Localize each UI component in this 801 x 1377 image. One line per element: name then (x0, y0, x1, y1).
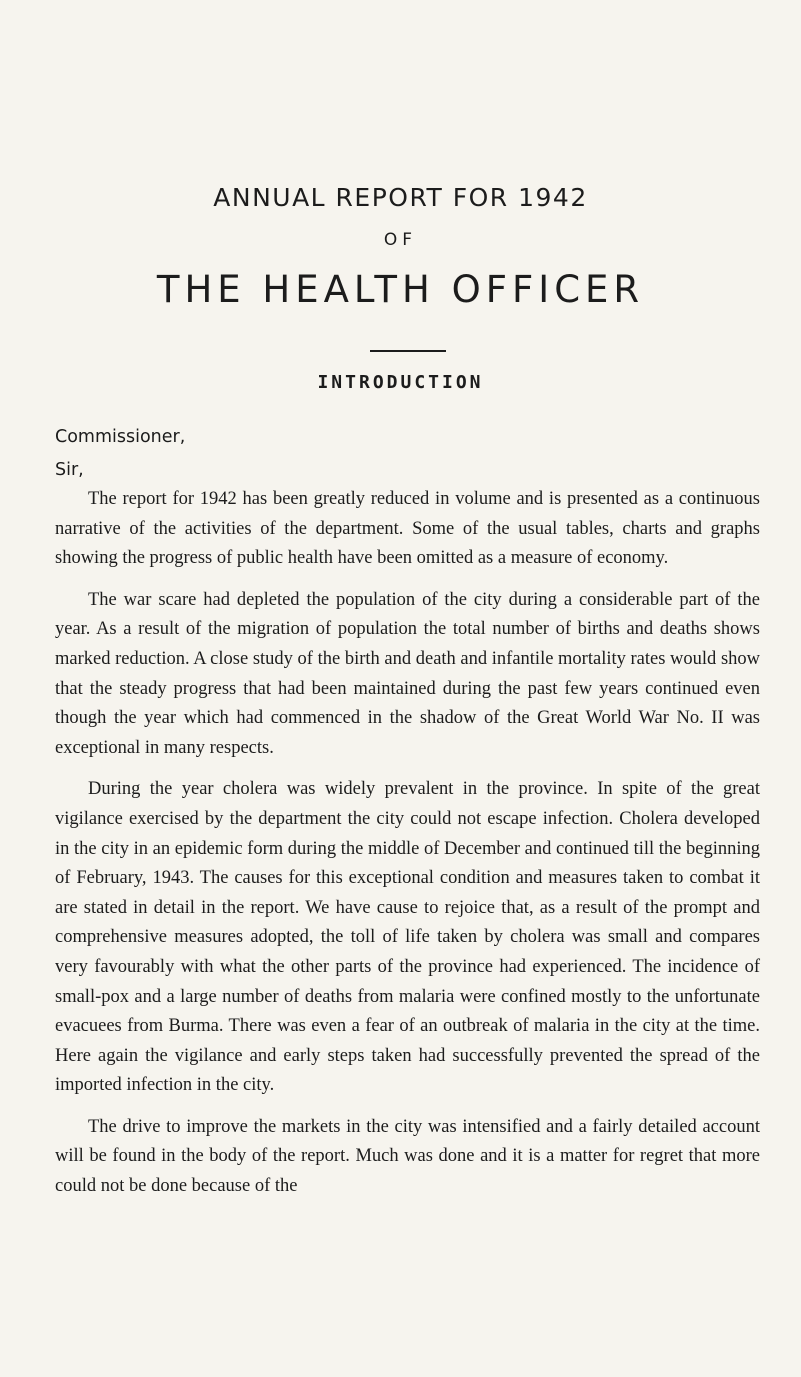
report-title: ANNUAL REPORT FOR 1942 (213, 183, 588, 212)
title-divider (370, 350, 446, 352)
paragraph: The report for 1942 has been greatly reduced in volume and is presented as a continuous narrative of the activities of the department. Some of the usual tables, charts and graphs showing the progress of public health have been omitted as a measure of economy. (55, 489, 760, 569)
report-subtitle: THE HEALTH OFFICER (156, 268, 645, 311)
paragraph: During the year cholera was widely prevalent in the province. In spite of the great vigilance exercised by the department the city could not escape infection. Cholera developed in the city in an epidemic form during the middle of December and continued till the beginning of February, 1943. The causes for this exceptional condition and measures taken to combat it are stated in detail in the report. We have cause to rejoice that, as a result of the prompt and comprehensive measures adopted, the toll of life taken by cholera was small and compares very favourably with what the other parts of the province had experienced. The incidence of small-pox and a large number of deaths from malaria were confined mostly to the unfortunate evacuees from Burma. There was even a fear of an outbreak of malaria in the city at the time. Here again the vigilance and early steps taken had successfully prevented the spread of the imported infection in the city. (55, 779, 760, 1096)
addressee: Commissioner, (55, 427, 186, 447)
greeting: Sir, (55, 460, 84, 480)
report-body (55, 485, 760, 1214)
paragraph: The war scare had depleted the population of the city during a considerable part of the year. As a result of the migration of population the total number of births and deaths shows marked reduction. A close study of the birth and death and infantile mortality rates would show that the steady progress that had been maintained during the past few years continued even though the year which had commenced in the shadow of the Great World War No. II was exceptional in many respects. (55, 589, 760, 758)
paragraph: The drive to improve the markets in the city was intensified and a fairly detailed account will be found in the body of the report. Much was done and it is a matter for regret that more could not be done because of the (55, 1116, 760, 1197)
report-title-connector: OF (383, 230, 418, 250)
section-heading: INTRODUCTION (317, 372, 484, 393)
